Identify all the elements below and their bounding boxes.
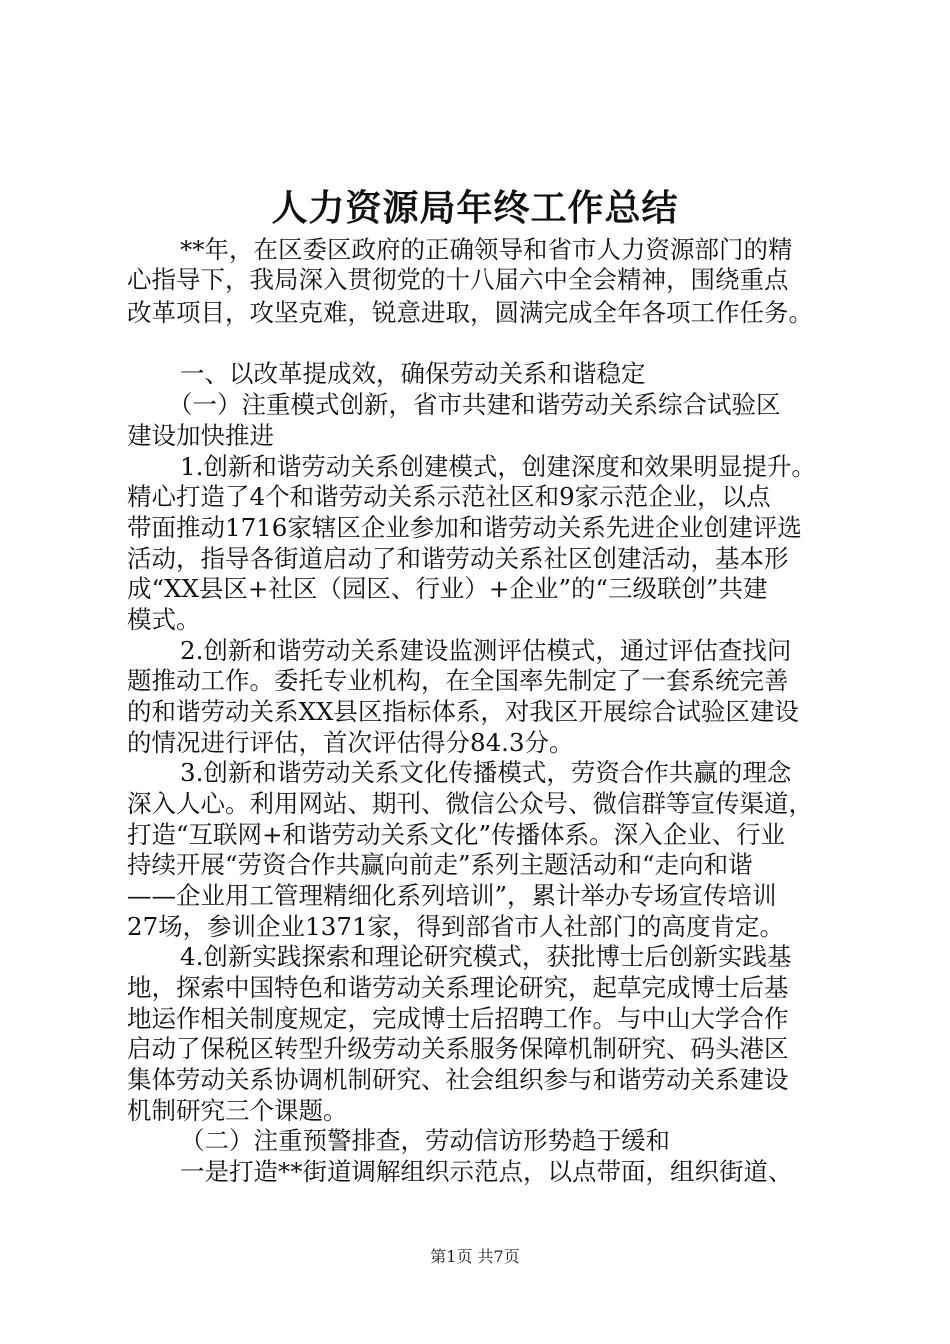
text-line: 的和谐劳动关系XX县区指标体系，对我区开展综合试验区建设 (127, 697, 799, 726)
text-line: 3.创新和谐劳动关系文化传播模式，劳资合作共赢的理念 (180, 758, 792, 787)
text-line: 改革项目，攻坚克难，锐意进取，圆满完成全年各项工作任务。 (127, 298, 813, 327)
text-line: 持续开展“劳资合作共赢向前走”系列主题活动和“走向和谐 (127, 850, 753, 879)
text-line: 机制研究三个课题。 (127, 1096, 348, 1125)
text-line: 模式。 (127, 605, 201, 634)
page-number-footer: 第1页 共7页 (430, 1247, 520, 1266)
text-line: 的情况进行评估，首次评估得分84.3分。 (127, 728, 574, 757)
text-line: 2.创新和谐劳动关系建设监测评估模式，通过评估查找问 (180, 636, 792, 665)
text-line: 成“XX县区+社区（园区、行业）+企业”的“三级联创”共建 (127, 574, 768, 603)
text-line: 深入人心。利用网站、期刊、微信公众号、微信群等宣传渠道， (127, 789, 813, 818)
text-line: ——企业用工管理精细化系列培训”，累计举办专场宣传培训 (127, 881, 777, 910)
text-line: 题推动工作。委托专业机构，在全国率先制定了一套系统完善 (127, 666, 789, 695)
text-line: 带面推动1716家辖区企业参加和谐劳动关系先进企业创建评选 (127, 513, 802, 542)
text-line: 地运作相关制度规定，完成博士后招聘工作。与中山大学合作 (127, 1004, 789, 1033)
text-line: 地，探索中国特色和谐劳动关系理论研究，起草完成博士后基 (127, 973, 789, 1002)
text-line: 1.创新和谐劳动关系创建模式，创建深度和效果明显提升。 (180, 452, 816, 481)
text-line: 心指导下，我局深入贯彻党的十八届六中全会精神，围绕重点 (127, 265, 789, 294)
text-line: 4.创新实践探索和理论研究模式，获批博士后创新实践基 (180, 942, 792, 971)
subsection-heading: （一）注重模式创新，省市共建和谐劳动关系综合试验区 (168, 390, 781, 419)
text-line: 一是打造**街道调解组织示范点，以点带面，组织街道、 (180, 1157, 793, 1186)
text-line: **年，在区委区政府的正确领导和省市人力资源部门的精 (180, 235, 793, 264)
text-line: 集体劳动关系协调机制研究、社会组织参与和谐劳动关系建设 (127, 1065, 789, 1094)
text-line: 精心打造了4个和谐劳动关系示范社区和9家示范企业，以点 (127, 482, 771, 511)
subsection-heading: （二）注重预警排查，劳动信访形势趋于缓和 (180, 1126, 670, 1155)
text-line: 建设加快推进 (127, 421, 274, 450)
text-line: 27场，参训企业1371家，得到部省市人社部门的高度肯定。 (127, 912, 785, 941)
text-line: 活动，指导各街道启动了和谐劳动关系社区创建活动，基本形 (127, 544, 789, 573)
text-line: 打造“互联网+和谐劳动关系文化”传播体系。深入企业、行业 (127, 820, 786, 849)
document-title: 人力资源局年终工作总结 (271, 187, 679, 229)
section-heading: 一、以改革提成效，确保劳动关系和谐稳定 (180, 359, 646, 388)
text-line: 启动了保税区转型升级劳动关系服务保障机制研究、码头港区 (127, 1034, 789, 1063)
